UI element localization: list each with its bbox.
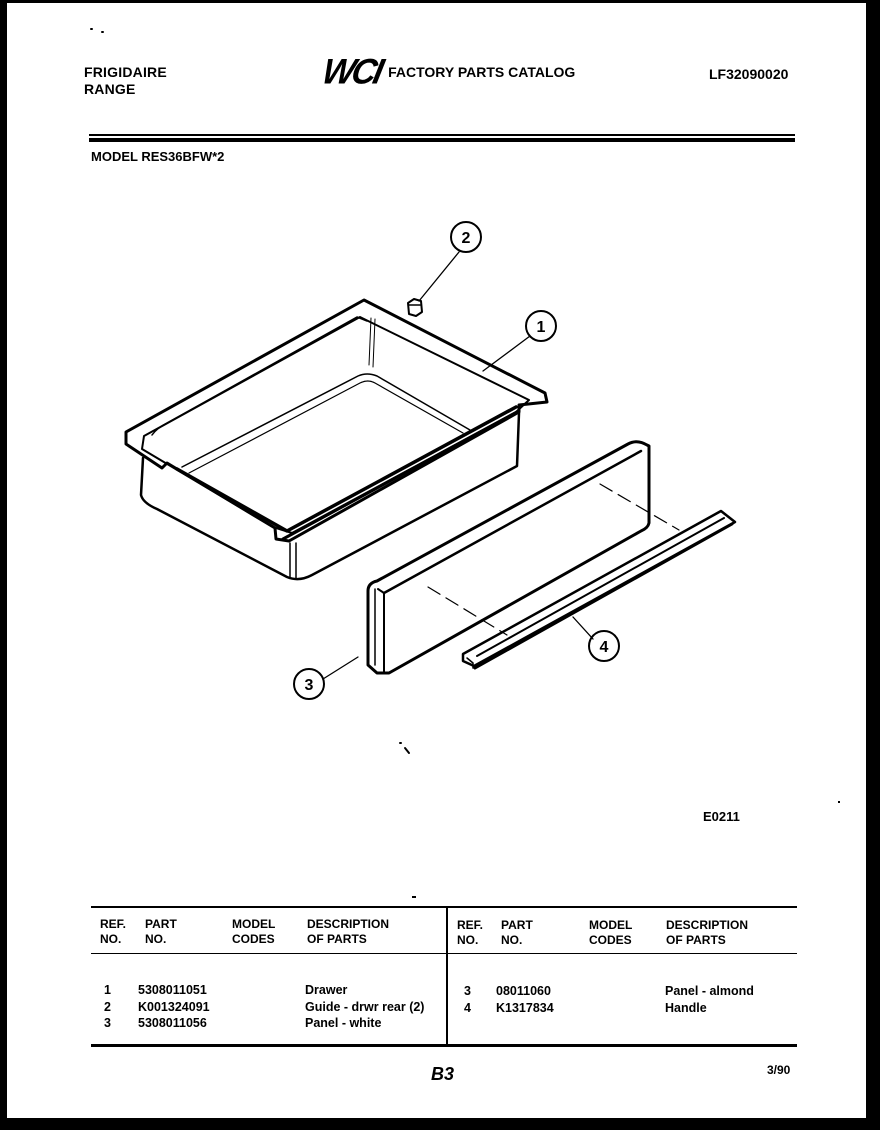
callout-2 [451, 222, 481, 252]
header-part-no-right: PART NO. [501, 918, 533, 947]
scan-speck [412, 896, 416, 898]
rear-guide-part [408, 299, 422, 316]
model-number: MODEL RES36BFW*2 [91, 149, 225, 164]
brand-name: FRIGIDAIRE [84, 64, 167, 80]
header-description-right: DESCRIPTION OF PARTS [666, 918, 749, 947]
svg-text:2: 2 [461, 230, 471, 247]
header-model-codes-right: MODEL CODES [589, 918, 633, 947]
table-top-rule [91, 906, 797, 908]
svg-text:4: 4 [599, 639, 609, 656]
table-row-part-no: 5308011056 [138, 1016, 207, 1030]
callout-4 [589, 631, 619, 661]
left-ref-column [104, 982, 111, 1032]
table-row-description: Guide - drwr rear (2) [305, 999, 425, 1014]
catalog-number: LF32090020 [709, 66, 789, 82]
revision-date: 3/90 [767, 1063, 791, 1077]
table-row-part-no: 08011060 [496, 984, 551, 998]
table-row-description: Handle [665, 1000, 707, 1015]
right-ref-column [464, 983, 471, 1016]
right-desc-column [665, 983, 754, 1016]
header-ref-no-right: REF. NO. [457, 918, 484, 947]
catalog-title: FACTORY PARTS CATALOG [388, 64, 576, 80]
exploded-parts-diagram [7, 3, 866, 863]
table-bottom-rule [91, 1044, 797, 1047]
table-row-ref: 3 [104, 1016, 111, 1030]
table-row-description: Panel - white [305, 1016, 382, 1030]
table-row-ref: 1 [104, 983, 111, 997]
left-part-column [138, 982, 210, 1032]
callout-3 [294, 669, 324, 699]
table-header-rule [91, 953, 797, 954]
table-row-part-no: 5308011051 [138, 983, 207, 997]
table-row-ref: 4 [464, 1000, 471, 1015]
right-part-column [496, 983, 554, 1016]
product-type: RANGE [84, 81, 136, 97]
table-row-description: Drawer [305, 983, 348, 997]
table-row-part-no: K1317834 [496, 1000, 554, 1015]
table-row-description: Panel - almond [665, 984, 754, 998]
header-part-no: PART NO. [145, 917, 177, 946]
svg-text:3: 3 [304, 677, 314, 694]
page-code: B3 [431, 1064, 455, 1084]
catalog-page [7, 3, 866, 1118]
scan-speck [838, 801, 840, 803]
left-desc-column [305, 982, 424, 1032]
header-model-codes: MODEL CODES [232, 917, 276, 946]
table-row-ref: 2 [104, 999, 111, 1014]
header-ref-no: REF. NO. [100, 917, 127, 946]
table-row-ref: 3 [464, 984, 471, 998]
table-column-divider [446, 908, 448, 1046]
callout-1 [526, 311, 556, 341]
header-description: DESCRIPTION OF PARTS [307, 917, 390, 946]
table-row-part-no: K001324091 [138, 999, 210, 1014]
svg-text:1: 1 [536, 319, 546, 336]
wci-logo: WCI [318, 52, 385, 92]
figure-code: E0211 [703, 809, 740, 824]
